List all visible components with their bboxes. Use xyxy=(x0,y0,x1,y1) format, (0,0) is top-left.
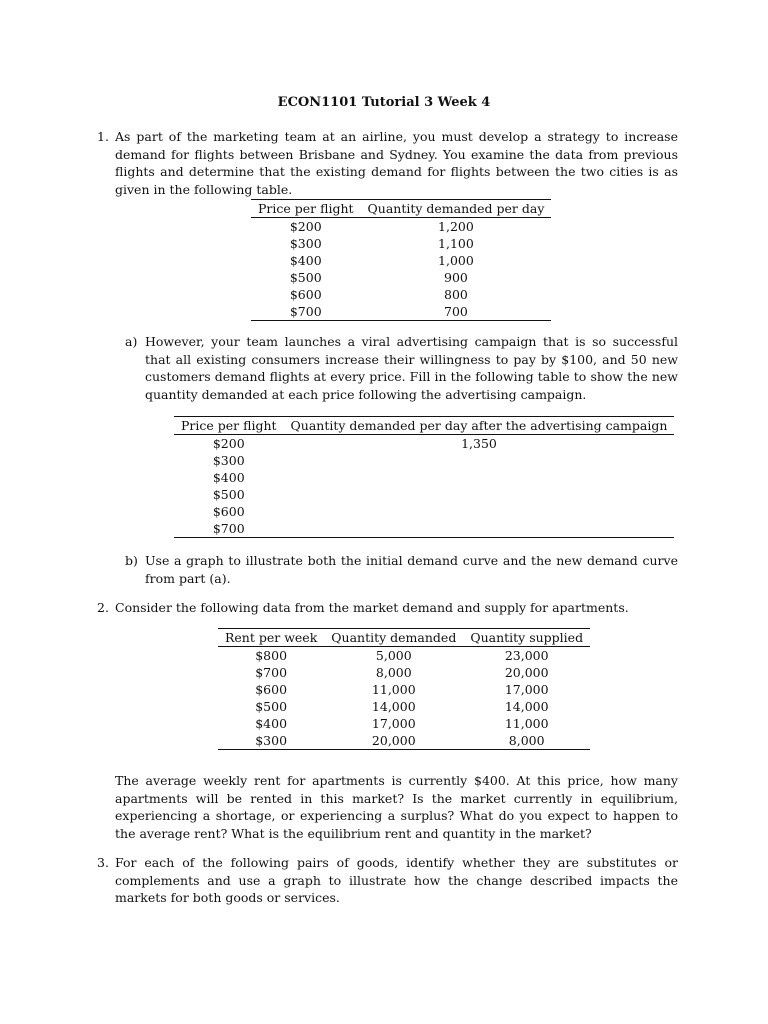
quantity-cell: 1,000 xyxy=(438,253,474,268)
demanded-cell: 8,000 xyxy=(375,665,412,680)
quantity-cell[interactable] xyxy=(284,452,675,469)
price-cell: $300 xyxy=(212,453,245,468)
table-row xyxy=(174,469,674,486)
rent-cell: $600 xyxy=(255,682,288,697)
price-cell: $400 xyxy=(212,470,245,485)
demanded-cell: 20,000 xyxy=(324,732,463,750)
table-row xyxy=(218,681,590,698)
quantity-cell[interactable]: 1,350 xyxy=(461,436,497,451)
supplied-cell: 11,000 xyxy=(504,716,549,731)
table-row xyxy=(174,435,674,453)
question-2-text: Consider the following data from the market demand and supply for apartments. xyxy=(115,600,629,615)
table-row xyxy=(251,218,551,236)
quantity-cell: 900 xyxy=(444,270,468,285)
table-header: Price per flight xyxy=(251,200,361,218)
price-cell: $700 xyxy=(251,303,361,321)
table-row xyxy=(251,303,551,321)
table-row xyxy=(251,252,551,269)
quantity-cell: 1,100 xyxy=(438,236,474,251)
price-cell: $400 xyxy=(289,253,322,268)
table-header: Quantity demanded per day after the advertising campaign xyxy=(284,417,675,435)
part-b-text: Use a graph to illustrate both the initial demand curve and the new demand curve from part (a). xyxy=(145,553,678,586)
table-row xyxy=(218,698,590,715)
rent-cell: $700 xyxy=(255,665,288,680)
rent-cell: $800 xyxy=(255,648,288,663)
table-header: Price per flight xyxy=(174,417,284,435)
supplied-cell: 20,000 xyxy=(504,665,549,680)
price-cell: $600 xyxy=(212,504,245,519)
quantity-cell[interactable] xyxy=(284,469,675,486)
price-cell: $200 xyxy=(289,219,322,234)
supplied-cell: 17,000 xyxy=(504,682,549,697)
table-row xyxy=(251,286,551,303)
price-cell: $700 xyxy=(174,520,284,538)
table-row xyxy=(174,452,674,469)
question-1-text: As part of the marketing team at an airline, you must develop a strategy to increase demand for flights between Brisbane and Sydney. You examine the data from previous flights and determine that the existing demand for flights between the two cities is as given in the following table. xyxy=(115,129,678,197)
quantity-cell[interactable] xyxy=(284,520,675,538)
question-1-number: 1. xyxy=(97,129,109,144)
price-cell: $600 xyxy=(289,287,322,302)
demanded-cell: 17,000 xyxy=(371,716,416,731)
supplied-cell: 23,000 xyxy=(504,648,549,663)
table-header: Rent per week xyxy=(218,629,324,647)
table-row xyxy=(218,664,590,681)
table-row xyxy=(251,269,551,286)
table-row xyxy=(174,486,674,503)
question-2-followup: The average weekly rent for apartments is currently $400. At this price, how many apartments will be rented in this market? Is the market currently in equilibrium, experiencing a shortage, or experiencing a surplus? What do you expect to happen to the average rent? What is the equilibrium rent and quantity in the market? xyxy=(115,773,678,841)
part-a-label: a) xyxy=(125,334,138,349)
table-row xyxy=(251,235,551,252)
price-cell: $500 xyxy=(289,270,322,285)
table-header: Quantity demanded xyxy=(324,629,463,647)
price-cell: $500 xyxy=(212,487,245,502)
price-cell: $200 xyxy=(212,436,245,451)
question-2-number: 2. xyxy=(97,600,109,615)
quantity-cell[interactable] xyxy=(284,503,675,520)
table-row xyxy=(218,715,590,732)
quantity-cell: 700 xyxy=(361,303,552,321)
table-header: Quantity demanded per day xyxy=(361,200,552,218)
table-row xyxy=(174,503,674,520)
q1a-new-demand-table xyxy=(174,416,674,538)
demanded-cell: 14,000 xyxy=(371,699,416,714)
demanded-cell: 11,000 xyxy=(371,682,416,697)
table-header: Quantity supplied xyxy=(463,629,590,647)
question-3-text: For each of the following pairs of goods, identify whether they are substitutes or complements and use a graph to illustrate how the change described impacts the markets for both goods or services. xyxy=(115,855,678,905)
rent-cell: $500 xyxy=(255,699,288,714)
part-b-label: b) xyxy=(125,553,138,568)
quantity-cell: 1,200 xyxy=(438,219,474,234)
part-a-text: However, your team launches a viral advertising campaign that is so successful that all existing consumers increase their willingness to pay by $100, and 50 new customers demand flights at every price. Fill in the following table to show the new quantity demanded at each price following the advertising campaign. xyxy=(145,334,678,402)
supplied-cell: 14,000 xyxy=(504,699,549,714)
demanded-cell: 5,000 xyxy=(375,648,412,663)
table-row xyxy=(174,520,674,538)
rent-cell: $400 xyxy=(255,716,288,731)
quantity-cell: 800 xyxy=(444,287,468,302)
question-3-number: 3. xyxy=(97,855,109,870)
q2-apartments-table xyxy=(218,628,590,750)
table-row xyxy=(218,647,590,665)
q1-demand-table xyxy=(251,199,551,321)
price-cell: $300 xyxy=(289,236,322,251)
quantity-cell[interactable] xyxy=(284,486,675,503)
rent-cell: $300 xyxy=(218,732,324,750)
supplied-cell: 8,000 xyxy=(463,732,590,750)
page-title: ECON1101 Tutorial 3 Week 4 xyxy=(277,95,491,110)
table-row xyxy=(218,732,590,750)
